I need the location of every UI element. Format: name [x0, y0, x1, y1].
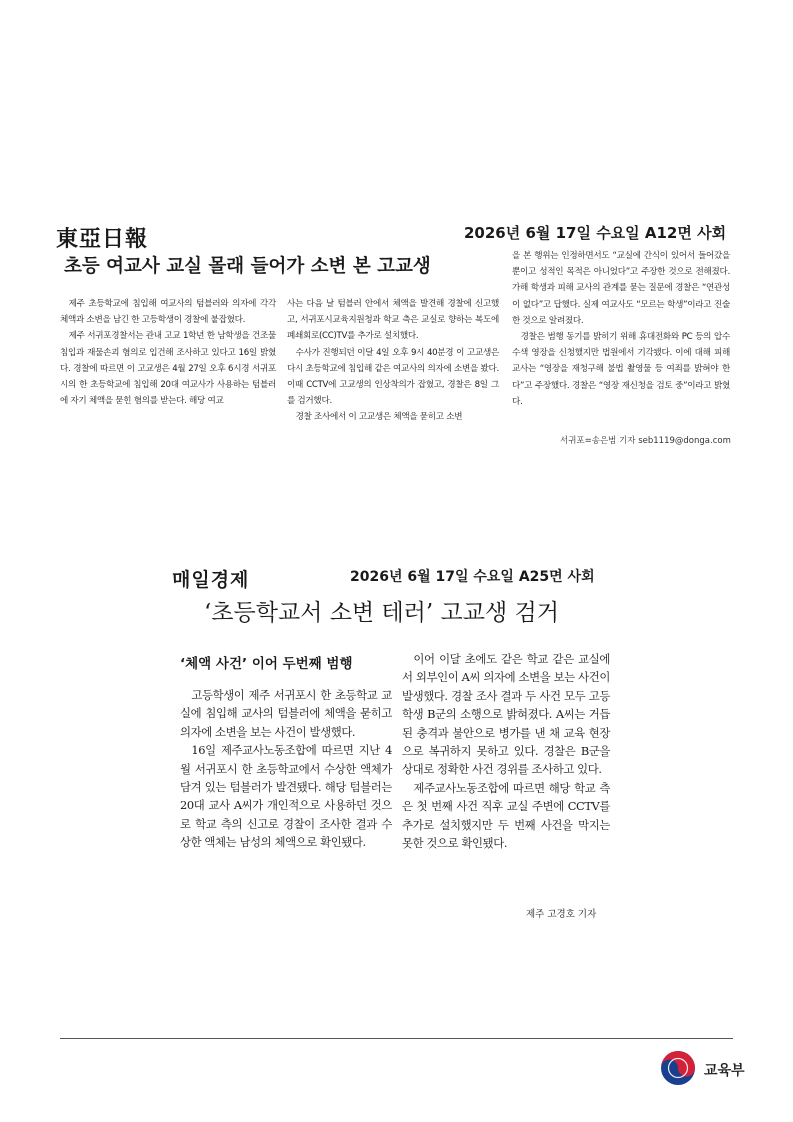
article-subhead: ‘체액 사건’ 이어 두번째 범행: [180, 656, 353, 672]
taegeuk-logo-icon: [660, 1050, 696, 1086]
newspaper-masthead: 매일경제: [172, 569, 250, 591]
article-dateline: 2026년 6월 17일 수요일 A12면 사회: [464, 224, 727, 242]
paragraph: 제주교사노동조합에 따르면 해당 학교 측은 첫 번째 사건 직후 교실 주변에 CCTV를 추가로 설치했지만 두 번째 사건을 막지는 못한 것으로 확인됐다.: [402, 780, 610, 851]
article-byline: 서귀포=송은범 기자 seb1119@donga.com: [560, 436, 731, 446]
paragraph: 16일 제주교사노동조합에 따르면 지난 4월 서귀포시 한 초등학교에서 수상한 액체가 담겨 있는 텀블러가 발견됐다. 해당 텀블러는 20대 교사 A씨가 개인적으로 사용하던 것으로 학교 측의 신고로 경찰이 조사한 결과 수상한 액체는 남성의 체액으로 확인됐다.: [180, 743, 392, 850]
newspaper-masthead: 東亞日報: [56, 226, 149, 252]
article-byline: 제주 고경호 기자: [526, 909, 597, 920]
article-headline: ‘초등학교서 소변 테러’ 고교생 검거: [204, 600, 559, 626]
article-column-2: [402, 650, 610, 852]
paragraph: 이어 이달 초에도 같은 학교 같은 교실에서 외부인이 A씨 의자에 소변을 보는 사건이 발생했다. 경찰 조사 결과 두 사건 모두 고등학생 B군의 소행으로 밝혀졌다. A씨는 거듭된 충격과 불안으로 병가를 낸 채 교육 현장으로 복귀하지 못하고 있다. 경찰은 B군을 상대로 정확한 사건 경위를 조사하고 있다.: [402, 652, 610, 777]
article-column-3: [512, 248, 730, 410]
paragraph: 고등학생이 제주 서귀포시 한 초등학교 교실에 침입해 교사의 텀블러에 체액을 묻히고 의자에 소변을 보는 사건이 발생했다.: [180, 688, 392, 739]
paragraph: 사는 다음 날 텀블러 안에서 체액을 발견해 경찰에 신고했고, 서귀포시교육지원청과 학교 측은 교실로 향하는 복도에 폐쇄회로(CC)TV를 추가로 설치했다.: [287, 299, 499, 342]
article-dateline: 2026년 6월 17일 수요일 A25면 사회: [350, 569, 595, 585]
paragraph: 경찰은 범행 동기를 밝히기 위해 휴대전화와 PC 등의 압수수색 영장을 신청했지만 법원에서 기각됐다. 이에 대해 피해 교사는 “영장을 재청구해 불법 촬영물 등 여죄를 밝혀야 한다”고 주장했다. 경찰은 “영장 재신청을 검토 중”이라고 밝혔다.: [512, 332, 730, 407]
article-column-2: [287, 296, 499, 426]
paragraph: 경찰 조사에서 이 고교생은 체액을 묻히고 소변: [295, 412, 463, 423]
article-column-1: [180, 686, 392, 852]
article-headline: 초등 여교사 교실 몰래 들어가 소변 본 고교생: [64, 256, 431, 277]
paragraph: 을 본 행위는 인정하면서도 “교실에 간식이 있어서 들어갔을 뿐이고 성적인 목적은 아니었다”고 주장한 것으로 전해졌다. 가해 학생과 피해 교사의 관계를 묻는 질문에 경찰은 “연관성이 없다”고 답했다. 실제 여교사도 “모르는 학생”이라고 진술한 것으로 알려졌다.: [512, 251, 730, 326]
paragraph: 수사가 진행되던 이달 4일 오후 9시 40분경 이 고교생은 다시 초등학교에 침입해 같은 여교사의 의자에 소변을 봤다. 이때 CCTV에 고교생의 인상착의가 잡혔고, 경찰은 8일 그를 검거했다.: [287, 347, 499, 407]
paragraph: 제주 서귀포경찰서는 관내 고교 1학년 한 남학생을 건조물 침입과 재물손괴 혐의로 입건해 조사하고 있다고 16일 밝혔다. 경찰에 따르면 이 고교생은 4월 27일 오후 6시경 서귀포시의 한 초등학교에 침입해 20대 여교사가 사용하는 텀블러에 자기 체액을 묻힌 혐의를 받는다. 해당 여교: [60, 331, 276, 407]
article-column-1: [60, 296, 276, 409]
ministry-name: 교육부: [704, 1063, 745, 1079]
paragraph: 제주 초등학교에 침입해 여교사의 텀블러와 의자에 각각 체액과 소변을 남긴 한 고등학생이 경찰에 붙잡혔다.: [60, 299, 276, 326]
footer-divider: [60, 1038, 733, 1039]
